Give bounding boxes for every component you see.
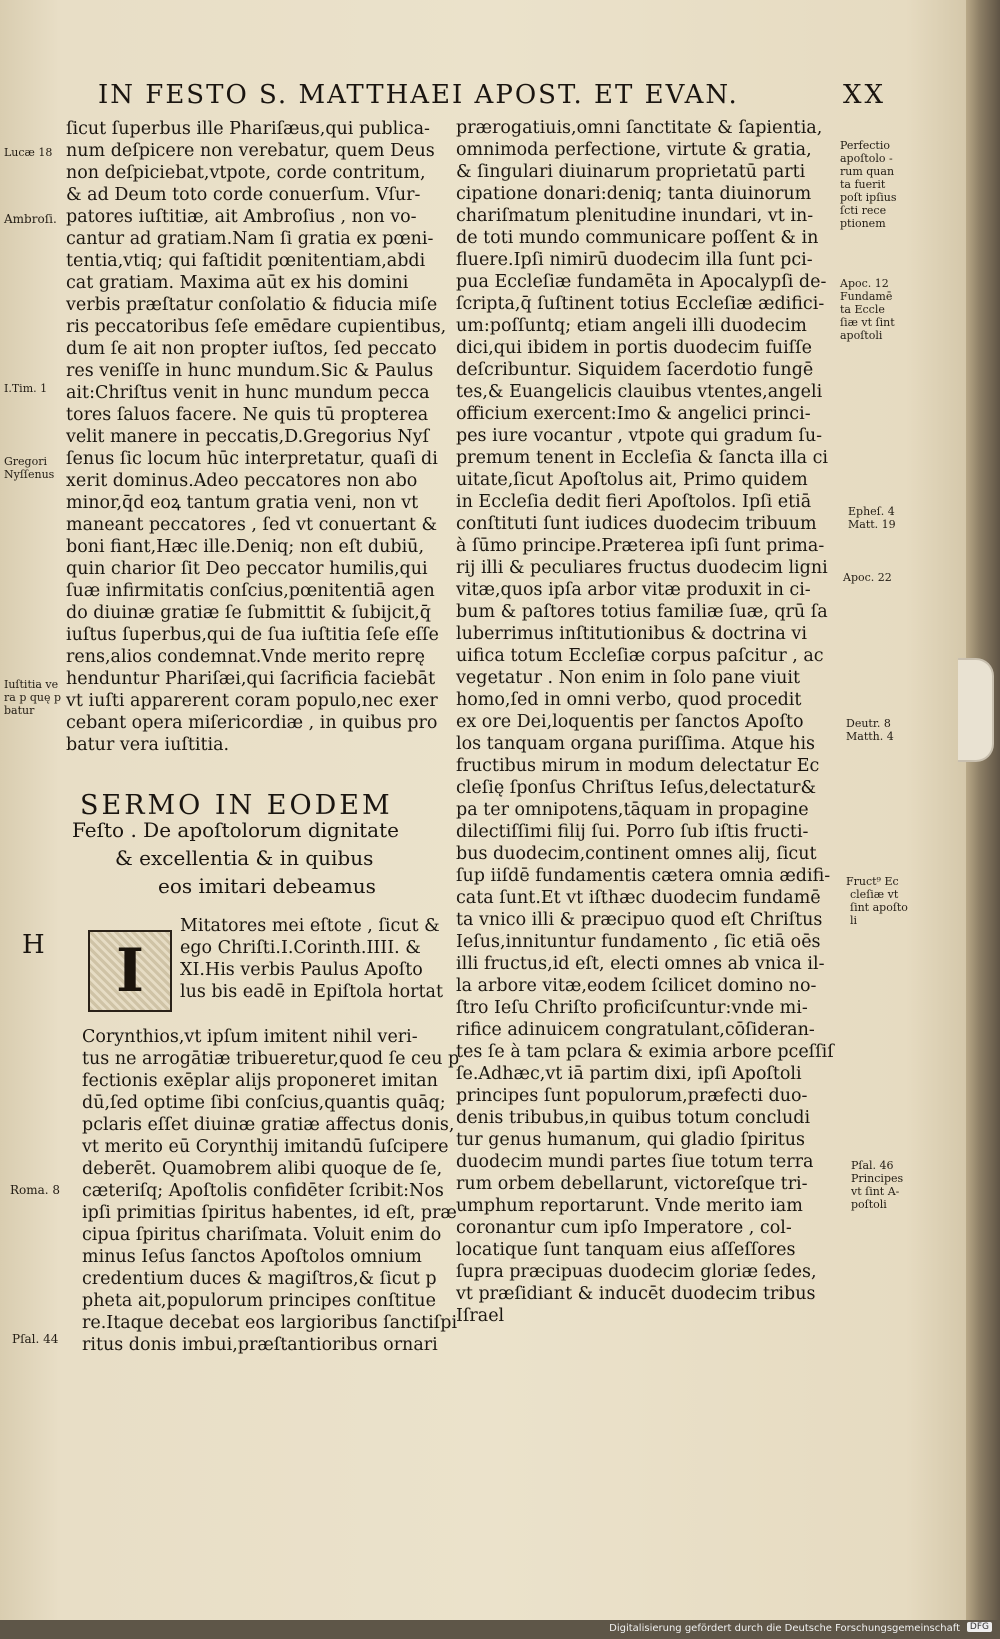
margin-note: ſiæ vt ſint [840,316,895,329]
text-line: xerit dominus.Adeo peccatores non abo [66,471,418,491]
text-line: umphum reportarunt. Vnde merito iam [456,1196,803,1216]
text-line: principes ſunt populorum,præfecti duo- [456,1086,808,1106]
text-line: ris peccatoribus ſeſe emēdare cupientibus, [66,317,447,337]
text-line: pa ter omnipotens,tāquam in propagine [456,800,809,820]
text-line: vt iuſti apparerent coram populo,nec exer [66,691,438,711]
text-line: denis tribubus,in quibus totum concludi [456,1108,811,1128]
margin-note: ra p quę p [4,691,62,704]
text-line: ipſi primitias ſpiritus habentes, id eſt, præ [82,1203,457,1223]
margin-note: batur [4,704,35,717]
text-line: pclaris eſſet diuinæ gratiæ affectus donis, [82,1115,455,1135]
text-line: ritus donis imbui,præſtantioribus ornari [82,1335,438,1355]
text-line: prærogatiuis,omni ſanctitate & ſapientia, [456,118,823,138]
margin-note: poſtoli [851,1198,887,1211]
text-line: tores ſaluos facere. Ne quis tū propterea [66,405,429,425]
text-line: cata ſunt.Et vt iſthæc duodecim fundamē [456,888,821,908]
margin-note: I.Tim. 1 [4,382,48,395]
text-line: à ſūmo principe.Præterea ipſi ſunt prima- [456,536,825,556]
text-line: do diuinæ gratiæ ſe ſubmittit & ſubijcit,q̄ [66,603,431,623]
text-line: rens,alios condemnat.Vnde merito reprę [66,647,426,667]
text-line: tentia,vtiq; qui faſtidit pœnitentiam,abdi [66,251,426,271]
digitization-credit: Digitalisierung gefördert durch die Deutsche Forschungsgemeinschaft [609,1623,960,1634]
text-line: rifice adinuicem congratulant,cōſideran- [456,1020,815,1040]
text-line: uitate,ſicut Apoſtolus ait, Primo quidem [456,470,808,490]
text-line: ſupra præcipuas duodecim gloriæ ſedes, [456,1262,817,1282]
running-header: IN FESTO S. MATTHAEI APOST. ET EVAN. [98,80,739,110]
text-line: vitæ,quos ipſa arbor vitæ produxit in ci- [456,580,811,600]
text-line: cebant opera miſericordiæ , in quibus pro [66,713,438,733]
dfg-logo: DFG [967,1622,992,1632]
text-line: ſtro Ieſu Chriſto proficiſcuntur:vnde mi- [456,998,808,1018]
margin-note: Fruct⁹ Ec [846,875,899,888]
text-line: lus bis eadē in Epiſtola hortat [180,982,443,1002]
text-line: bus duodecim,continent omnes alij, ſicut [456,844,817,864]
text-line: dum ſe ait non propter iuſtos, ſed peccato [66,339,437,359]
text-line: los tanquam organa puriſſima. Atque his [456,734,816,754]
margin-note: ſcti rece [840,204,887,217]
text-line: fectionis exēplar alijs proponeret imitan [82,1071,438,1091]
text-line: XI.His verbis Paulus Apoſto [180,960,423,980]
text-line: omnimoda perfectione, virtute & gratia, [456,140,812,160]
text-line: coronantur cum ipſo Imperatore , col- [456,1218,792,1238]
text-line: & ad Deum toto corde conuerſum. Vſur- [66,185,421,205]
margin-note: rum quan [840,165,895,178]
margin-note: apoſtolo - [840,152,893,165]
left-column [66,118,446,756]
text-line: uifica totum Eccleſiæ corpus paſcitur , ac [456,646,824,666]
text-line: iuſtus ſuperbus,qui de ſua iuſtitia ſeſe eſſe [66,625,439,645]
text-line: re.Itaque decebat eos largioribus ſanctiſpi [82,1313,458,1333]
text-line: ſenus ſic locum hūc interpretatur, quaſi di [66,449,438,469]
sermon-heading: SERMO IN EODEM [80,790,393,821]
margin-note: Iuſtitia ve [4,678,59,691]
margin-note: ptionem [840,217,886,230]
page-number: XX [843,80,887,110]
text-line: & ſingulari diuinarum proprietatū parti [456,162,806,182]
margin-note: Principes [851,1172,904,1185]
text-line: ait:Chriſtus venit in hunc mundum pecca [66,383,430,403]
text-line: num deſpicere non verebatur, quem Deus [66,141,435,161]
text-line: pes iure vocantur , vtpote qui gradum ſu- [456,426,823,446]
book-edge [966,0,1000,1639]
text-line: tes,& Euangelicis clauibus vtentes,angeli [456,382,823,402]
text-line: minor,q̄d eoꝝ tantum gratia veni, non vt [66,493,419,513]
margin-note: Matt. 19 [848,518,896,531]
text-line: Iſrael [456,1306,505,1326]
text-line: cæteriſq; Apoſtolis confidēter ſcribit:Nos [82,1181,444,1201]
margin-note: Matth. 4 [846,730,894,743]
text-line: locatique ſunt tanquam eius aſſeſſores [456,1240,796,1260]
margin-note: Apoc. 22 [843,571,892,584]
margin-note: apoſtoli [840,329,883,342]
text-line: Mitatores mei eſtote , ſicut & [180,916,440,936]
margin-note: Epheſ. 4 [848,505,895,518]
text-line: ſicut ſuperbus ille Phariſæus,qui publica- [66,119,430,139]
margin-note: Apoc. 12 [840,277,889,290]
margin-note: Nyſſenus [4,468,55,481]
margin-note: Lucæ 18 [4,146,53,159]
text-line: deberēt. Quamobrem alibi quoque de ſe, [82,1159,443,1179]
text-line: officium exercent:Imo & angelici princi- [456,404,811,424]
text-line: dici,qui ibidem in portis duodecim fuiſſe [456,338,812,358]
text-line: in Eccleſia dedit fieri Apoſtolos. Ipſi etiā [456,492,812,512]
text-line: minus Ieſus ſanctos Apoſtolos omnium [82,1247,422,1267]
text-line: conſtituti ſunt iudices duodecim tribuum [456,514,817,534]
margin-note: li [850,914,858,927]
text-line: deſcribuntur. Siquidem ſacerdotio fungē [456,360,814,380]
margin-note: Ambroſi. [4,212,57,226]
text-line: vt præſidiant & inducēt duodecim tribus [456,1284,816,1304]
margin-note: Gregori [4,455,47,468]
text-line: rij illi & peculiares fructus duodecim ligni [456,558,828,578]
text-line: ex ore Dei,loquentis per ſanctos Apoſto [456,712,804,732]
text-line: verbis præſtatur conſolatio & fiducia miſe [66,295,438,315]
text-line: duodecim mundi partes ſiue totum terra [456,1152,814,1172]
text-line: dilectiſſimi filij ſui. Porro ſub iſtis fructi- [456,822,809,842]
text-line: non deſpiciebat,vtpote, corde contritum, [66,163,426,183]
sermon-subheading-line: & excellentia & in quibus [115,846,374,870]
text-line: vt merito eū Corynthij imitandū ſuſcipere [82,1137,449,1157]
margin-note: ta Eccle [840,303,885,316]
page-tab [958,658,994,762]
sermon-subheading-line: eos imitari debeamus [158,874,376,898]
text-line: ego Chriſti.I.Corinth.IIII. & [180,938,421,958]
text-line: tur genus humanum, qui gladio ſpiritus [456,1130,805,1150]
text-line: ſup iiſdē fundamentis cætera omnia ædifi- [456,866,831,886]
margin-note: Roma. 8 [10,1183,61,1197]
text-line: cleſię ſponſus Chriſtus Ieſus,delectatur& [456,778,817,798]
text-line: credentium duces & magiſtros,& ſicut p [82,1269,437,1289]
margin-note: Fundamē [840,290,893,303]
text-line: quin charior ſit Deo peccator humilis,qui [66,559,428,579]
sermon-subheading-line: Feſto . De apoſtolorum dignitate [72,818,399,842]
margin-note: Pſal. 46 [851,1159,894,1172]
text-line: bum & paſtores totius familiæ ſuæ, qrū ſa [456,602,828,622]
text-line: um:poſſuntq; etiam angeli illi duodecim [456,316,807,336]
text-line: pheta ait,populorum principes conſtitue [82,1291,436,1311]
margin-note: Deutr. 8 [846,717,891,730]
margin-note: ta fuerit [840,178,886,191]
text-line: henduntur Phariſæi,qui ſacrificia faciebāt [66,669,436,689]
text-line: fructibus mirum in modum delectatur Ec [456,756,820,776]
text-line: ſuæ infirmitatis conſcius,pœnitentiā agen [66,581,435,601]
decorated-initial [88,930,172,1012]
margin-note: Pſal. 44 [12,1332,59,1346]
text-line: fluere.Ipſi nimirū duodecim illa ſunt pci- [456,250,813,270]
text-line: premum tenent in Eccleſia & ſancta illa ci [456,448,828,468]
left-column-continued [82,1026,459,1356]
text-line: vegetatur . Non enim in ſolo pane viuit [456,668,801,688]
text-line: velit manere in peccatis,D.Gregorius Nyſ [66,427,430,447]
text-line: illi fructus,id eſt, electi omnes ab vnica il- [456,954,825,974]
text-line: rum orbem debellarunt, victoreſque tri- [456,1174,808,1194]
text-line: pua Eccleſiæ fundamēta in Apocalypſi de- [456,272,827,292]
text-line: res veniſſe in hunc mundum.Sic & Paulus [66,361,434,381]
margin-letter: H [22,930,45,960]
text-line: patores iuſtitiæ, ait Ambroſius , non vo- [66,207,417,227]
text-line: ſe.Adhæc,vt iā partim dixi, ipſi Apoſtoli [456,1064,802,1084]
text-line: dū,ſed optime ſibi conſcius,quantis quāq; [82,1093,446,1113]
margin-note: Perfectio [840,139,890,152]
margin-note: vt ſint A- [851,1185,900,1198]
text-line: homo,ſed in omni verbo, quod procedit [456,690,802,710]
margin-note: cleſiæ vt [850,888,899,901]
text-line: boni fiant,Hæc ille.Deniq; non eſt dubiū, [66,537,425,557]
text-line: tes ſe à tam pclara & eximia arbore pceſſiſ [456,1042,834,1062]
text-line: cipatione donari:deniq; tanta diuinorum [456,184,812,204]
text-line: cantur ad gratiam.Nam ſi gratia ex pœni- [66,229,434,249]
right-column [456,117,834,1327]
text-line: batur vera iuſtitia. [66,735,230,755]
margin-note: ſint apoſto [850,901,908,914]
text-line: Ieſus,innituntur fundamento , ſic etiā oēs [456,932,821,952]
text-line: Corynthios,vt ipſum imitent nihil veri- [82,1027,418,1047]
text-line: cipua ſpiritus chariſmata. Voluit enim do [82,1225,442,1245]
text-line: luberrimus inſtitutionibus & doctrina vi [456,624,807,644]
initial-letter: I [115,936,145,1006]
margin-note: poſt ipſius [840,191,897,204]
text-line: tus ne arrogātiæ tribueretur,quod ſe ceu p [82,1049,460,1069]
text-line: maneant peccatores , ſed vt conuertant & [66,515,438,535]
text-line: la arbore vitæ,eodem ſcilicet domino no- [456,976,817,996]
text-line: de toti mundo communicare poſſent & in [456,228,819,248]
text-line: cat gratiam. Maxima aūt ex his domini [66,273,409,293]
text-line: ſcripta,q̄ ſuſtinent totius Eccleſiæ ædifici- [456,294,825,314]
text-line: chariſmatum plenitudine inundari, vt in- [456,206,814,226]
text-line: ta vnico illi & præcipuo quod eſt Chriſtus [456,910,823,930]
initial-lines [180,915,443,1003]
